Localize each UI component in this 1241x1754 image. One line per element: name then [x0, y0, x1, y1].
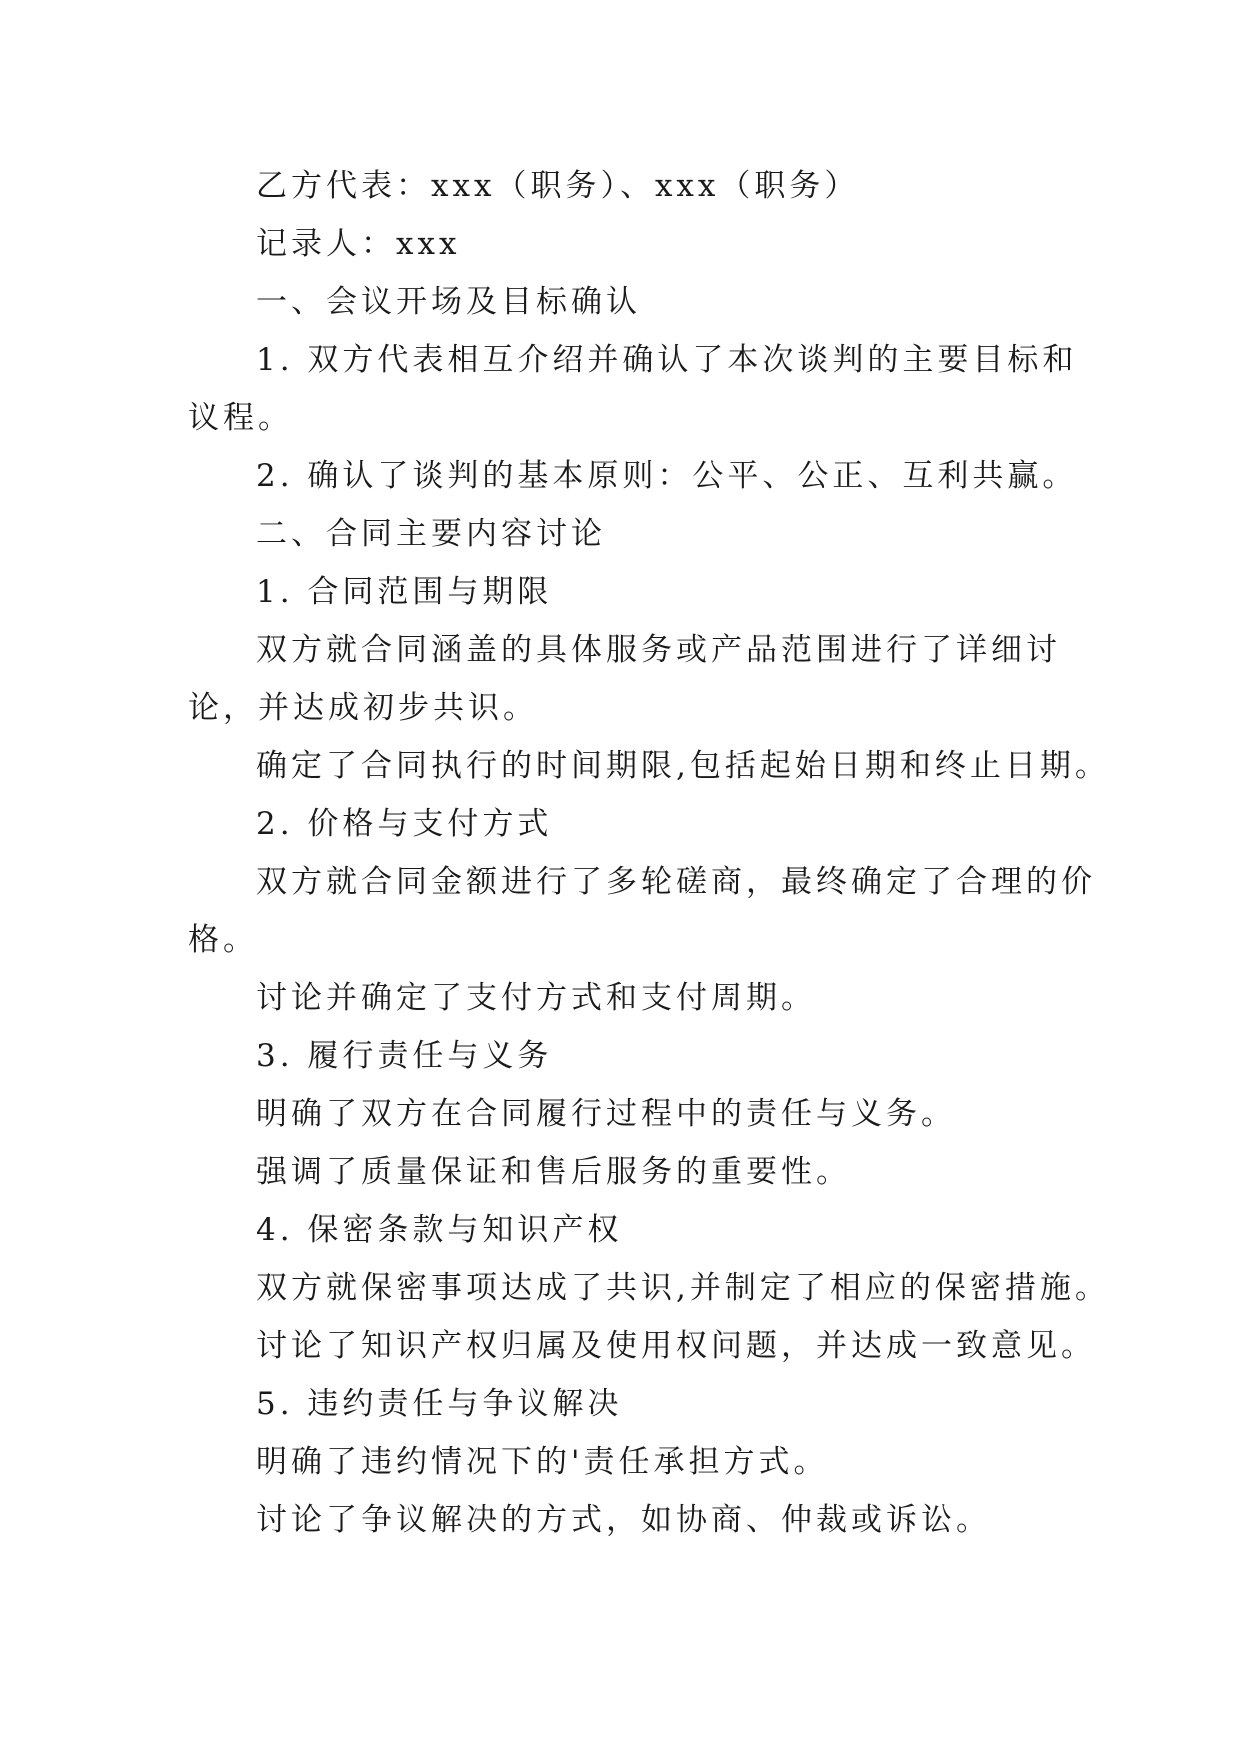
subsection-heading: 4. 保密条款与知识产权 [256, 1212, 623, 1248]
subsection-heading: 1. 合同范围与期限 [256, 574, 553, 610]
section-heading-2: 二、合同主要内容讨论 [256, 516, 606, 552]
recorder-line: 记录人：xxx [256, 226, 461, 262]
paragraph-line: 双方就合同涵盖的具体服务或产品范围进行了详细讨 [256, 632, 1061, 668]
paragraph-line: 议程。 [188, 400, 293, 436]
party-b-representatives: 乙方代表：xxx（职务）、xxx（职务） [256, 168, 860, 204]
subsection-heading: 5. 违约责任与争议解决 [256, 1386, 623, 1422]
paragraph-line: 格。 [188, 922, 258, 958]
paragraph-line: 明确了双方在合同履行过程中的责任与义务。 [256, 1096, 956, 1132]
paragraph-line: 2. 确认了谈判的基本原则：公平、公正、互利共赢。 [256, 458, 1078, 494]
paragraph-line: 确定了合同执行的时间期限,包括起始日期和终止日期。 [256, 748, 1110, 784]
paragraph-line: 讨论了争议解决的方式，如协商、仲裁或诉讼。 [256, 1502, 991, 1538]
paragraph-line: 双方就保密事项达成了共识,并制定了相应的保密措施。 [256, 1270, 1110, 1306]
paragraph-line: 强调了质量保证和售后服务的重要性。 [256, 1154, 851, 1190]
paragraph-line: 论，并达成初步共识。 [188, 690, 538, 726]
paragraph-line: 明确了违约情况下的'责任承担方式。 [256, 1444, 829, 1480]
paragraph-line: 讨论并确定了支付方式和支付周期。 [256, 980, 816, 1016]
paragraph-line: 双方就合同金额进行了多轮磋商，最终确定了合理的价 [256, 864, 1096, 900]
subsection-heading: 2. 价格与支付方式 [256, 806, 553, 842]
paragraph-line: 讨论了知识产权归属及使用权问题，并达成一致意见。 [256, 1328, 1096, 1364]
section-heading-1: 一、会议开场及目标确认 [256, 284, 641, 320]
paragraph-line: 1. 双方代表相互介绍并确认了本次谈判的主要目标和 [256, 342, 1078, 378]
subsection-heading: 3. 履行责任与义务 [256, 1038, 553, 1074]
